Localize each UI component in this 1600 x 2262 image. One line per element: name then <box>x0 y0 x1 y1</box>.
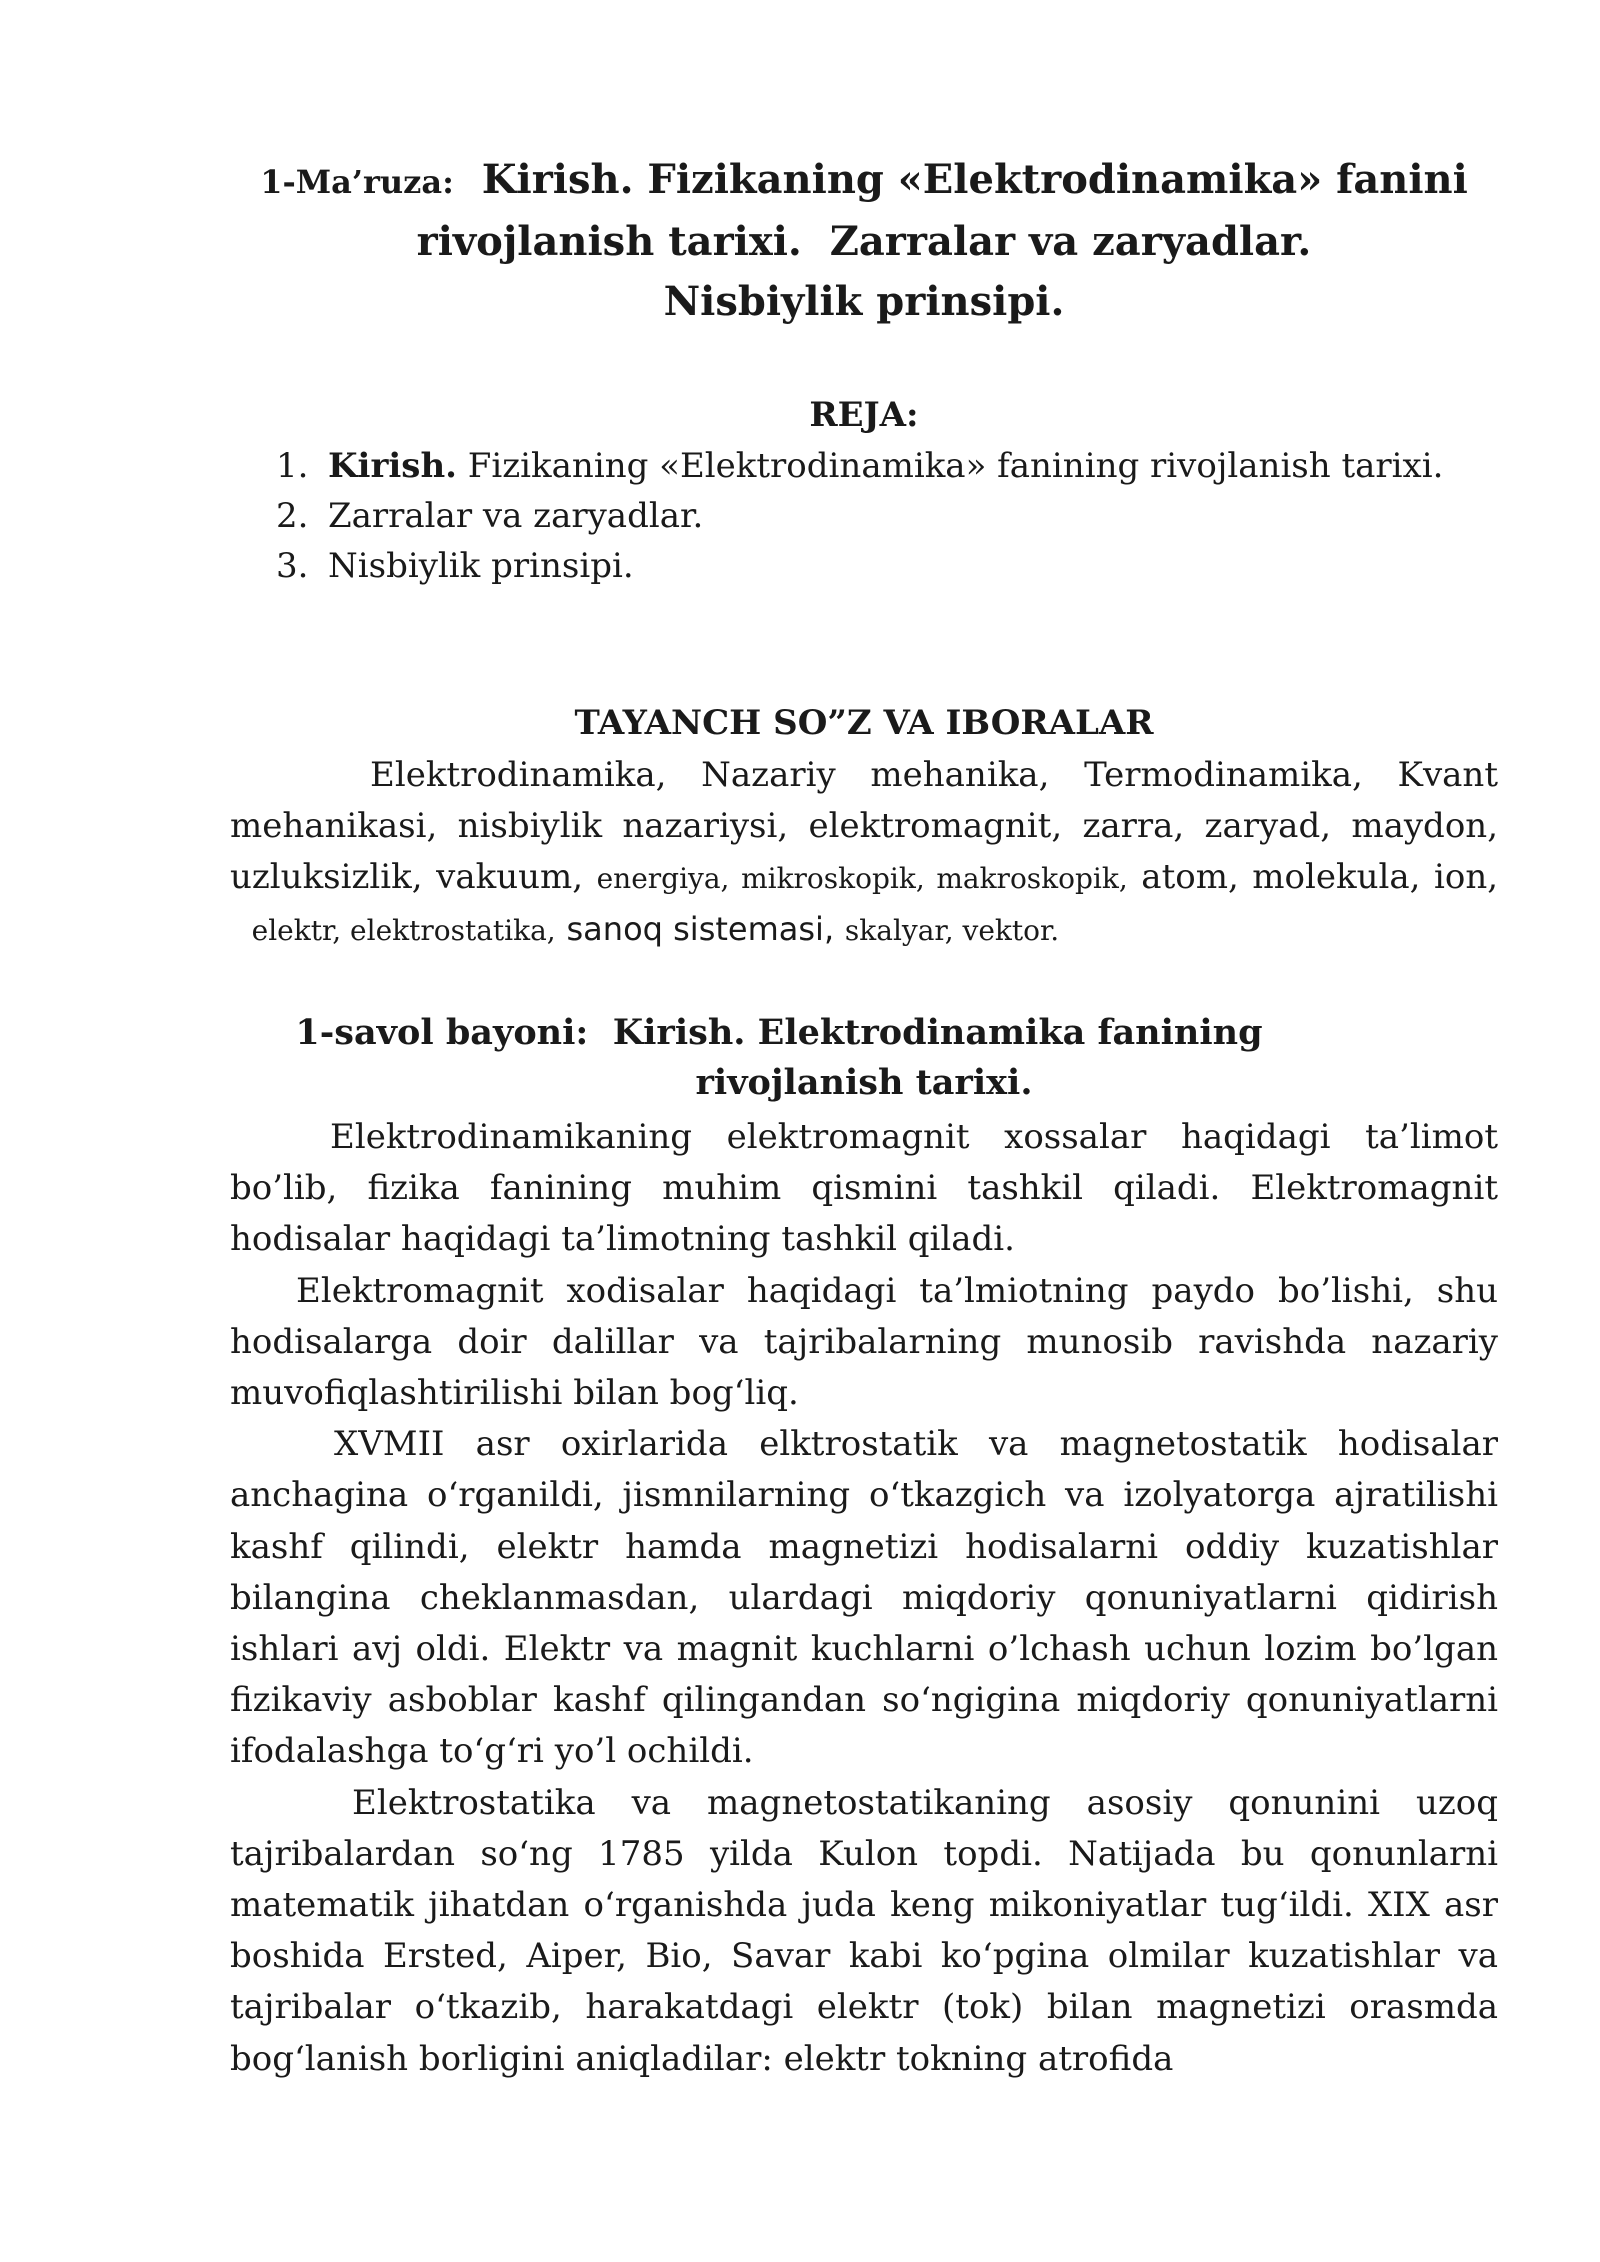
lecture-number: 1-Ma’ruza: <box>260 163 454 201</box>
plan-item-text: Nisbiylik prinsipi. <box>328 546 634 586</box>
plan-item-number: 2. <box>276 496 309 536</box>
keywords-part: energiya, mikroskopik, makroskopik, <box>596 862 1128 895</box>
title-line-1 <box>230 150 1498 212</box>
plan-item-text: Zarralar va zaryadlar. <box>328 496 704 536</box>
title-line-2: rivojlanish tarixi. Zarralar va zaryadlar. <box>416 218 1312 265</box>
plan-item-text: Fizikaning «Elektrodinamika» fanining rivojlanish tarixi. <box>457 446 1444 486</box>
keywords-paragraph <box>230 750 1498 956</box>
title-text-1: Kirish. Fizikaning «Elektrodinamika» fanini <box>481 156 1468 203</box>
plan-item <box>230 541 1498 591</box>
title-line-3: Nisbiylik prinsipi. <box>663 278 1065 325</box>
keywords-part: Elektrodinamika, Nazariy mehanika, Termodinamika, Kvant mehanikasi, nisbiylik nazariysi, elektromagnit, zarra, zaryad, maydon, uzluksizlik, vakuum, <box>230 755 1498 897</box>
plan-heading: REJA: <box>809 395 919 435</box>
plan-item-bold: Kirish. <box>328 446 457 486</box>
keywords-heading: TAYANCH SO”Z VA IBORALAR <box>574 703 1154 743</box>
plan-item-number: 3. <box>276 546 309 586</box>
keywords-part: elektr, elektrostatika, <box>251 914 556 947</box>
keywords-part: atom, molekula, ion, <box>1141 857 1499 897</box>
section-heading-line-2: rivojlanish tarixi. <box>695 1062 1033 1103</box>
section-heading-line-1: 1-savol bayoni: Kirish. Elektrodinamika fanining <box>295 1012 1263 1053</box>
section-heading <box>230 1008 1498 1108</box>
keywords-part: skalyar, vektor. <box>844 914 1060 947</box>
plan-item-number: 1. <box>276 446 309 486</box>
plan-list <box>230 441 1498 591</box>
keywords-part: sanoq sistemasi, <box>566 910 835 948</box>
lecture-title <box>230 150 1498 332</box>
section-body <box>230 1112 1498 2085</box>
body-paragraph: XVMII asr oxirlarida elktrostatik va magnetostatik hodisalar anchagina o‘rganildi, jismnilarning o‘tkazgich va izolyatorga ajratilishi kashf qilindi, elektr hamda magnetizi hodisalarni oddiy kuzatishlar bilangina cheklanmasdan, ulardagi miqdoriy qonuniyatlarni qidirish ishlari avj oldi. Elektr va magnit kuchlarni o’lchash uchun lozim bo’lgan fizikaviy asboblar kashf qilingandan so‘ngigina miqdoriy qonuniyatlarni ifodalashga to‘g‘ri yo’l ochildi. <box>230 1424 1498 1772</box>
plan-item <box>230 491 1498 541</box>
body-paragraph: Elektromagnit xodisalar haqidagi ta’lmiotning paydo bo’lishi, shu hodisalarga doir dalillar va tajribalarning munosib ravishda nazariy muvofiqlashtirilishi bilan bog‘liq. <box>230 1270 1498 1414</box>
plan-item <box>230 441 1498 491</box>
body-paragraph: Elektrodinamikaning elektromagnit xossalar haqidagi ta’limot bo’lib, fizika fanining muhim qismini tashkil qiladi. Elektromagnit hodisalar haqidagi ta’limotning tashkil qiladi. <box>230 1117 1498 1260</box>
body-paragraph: Elektrostatika va magnetostatikaning asosiy qonunini uzoq tajribalardan so‘ng 1785 yilda Kulon topdi. Natijada bu qonunlarni matematik jihatdan o‘rganishda juda keng mikoniyatlar tug‘ildi. XIX asr boshida Ersted, Aiper, Bio, Savar kabi ko‘pgina olmilar kuzatishlar va tajribalar o‘tkazib, harakatdagi elektr (tok) bilan magnetizi orasmda bog‘lanish borligini aniqladilar: elektr tokning atrofida <box>230 1782 1498 2079</box>
